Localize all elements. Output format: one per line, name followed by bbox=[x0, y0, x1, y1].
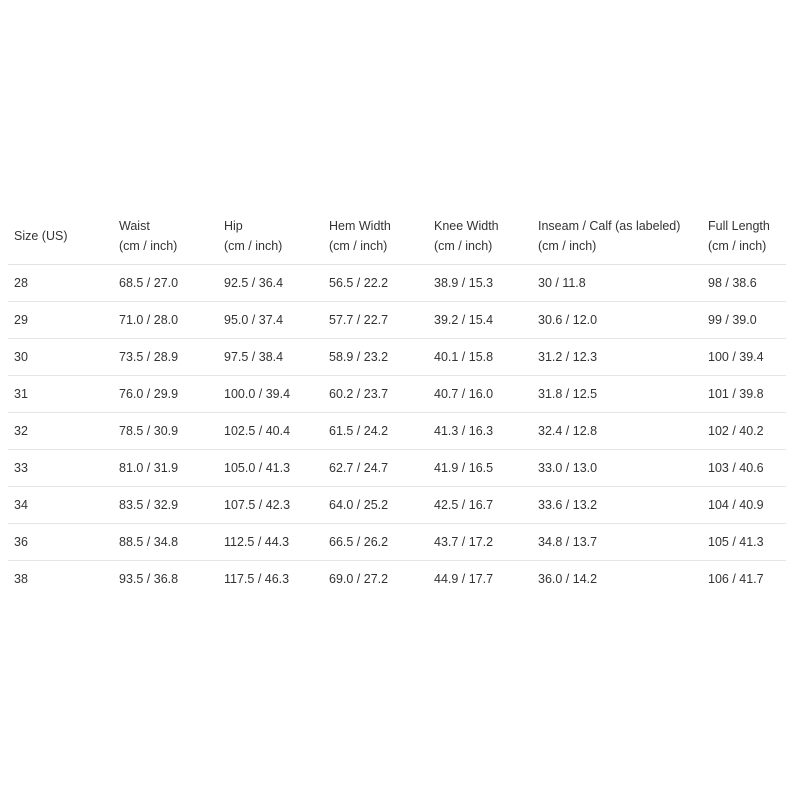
header-unit: (cm / inch) bbox=[224, 239, 283, 253]
cell-size: 30 bbox=[8, 339, 113, 376]
cell-knee-width: 40.7 / 16.0 bbox=[428, 376, 532, 413]
cell-waist: 76.0 / 29.9 bbox=[113, 376, 218, 413]
column-header-knee-width bbox=[428, 208, 532, 265]
cell-full-length: 106 / 41.7 bbox=[708, 572, 764, 586]
cell-knee-width: 38.9 / 15.3 bbox=[428, 265, 532, 302]
table-row bbox=[8, 265, 786, 302]
table-row bbox=[8, 376, 786, 413]
column-header-inseam-calf bbox=[532, 208, 702, 265]
header-label: Hem Width bbox=[329, 219, 391, 233]
cell-inseam-calf: 31.8 / 12.5 bbox=[532, 376, 702, 413]
cell-hem-width: 69.0 / 27.2 bbox=[329, 572, 389, 586]
cell-waist: 68.5 / 27.0 bbox=[113, 265, 218, 302]
cell-hip: 102.5 / 40.4 bbox=[218, 413, 323, 450]
cell-size: 34 bbox=[8, 487, 113, 524]
cell-knee-width: 44.9 / 17.7 bbox=[434, 572, 494, 586]
cell-inseam-calf: 32.4 / 12.8 bbox=[532, 413, 702, 450]
cell-waist: 73.5 / 28.9 bbox=[113, 339, 218, 376]
cell-waist: 93.5 / 36.8 bbox=[119, 572, 179, 586]
cell-full-length: 101 / 39.8 bbox=[702, 376, 786, 413]
cell-size: 33 bbox=[8, 450, 113, 487]
cell-full-length: 98 / 38.6 bbox=[702, 265, 786, 302]
cell-inseam-calf: 31.2 / 12.3 bbox=[532, 339, 702, 376]
table-row bbox=[8, 302, 786, 339]
cell-hip: 107.5 / 42.3 bbox=[218, 487, 323, 524]
table-row bbox=[8, 413, 786, 450]
cell-size: 38 bbox=[14, 572, 28, 586]
table-row bbox=[8, 561, 786, 598]
table-row bbox=[8, 487, 786, 524]
cell-full-length: 100 / 39.4 bbox=[702, 339, 786, 376]
cell-size: 32 bbox=[8, 413, 113, 450]
cell-size: 36 bbox=[8, 524, 113, 561]
cell-inseam-calf: 36.0 / 14.2 bbox=[538, 572, 598, 586]
column-header-full-length bbox=[702, 208, 786, 265]
cell-hem-width: 64.0 / 25.2 bbox=[323, 487, 428, 524]
table-row bbox=[8, 339, 786, 376]
cell-waist: 71.0 / 28.0 bbox=[113, 302, 218, 339]
cell-hem-width: 57.7 / 22.7 bbox=[323, 302, 428, 339]
header-label: Hip bbox=[224, 219, 243, 233]
cell-hip: 117.5 / 46.3 bbox=[224, 572, 290, 586]
cell-full-length: 102 / 40.2 bbox=[702, 413, 786, 450]
cell-inseam-calf: 33.0 / 13.0 bbox=[532, 450, 702, 487]
table-row bbox=[8, 450, 786, 487]
cell-knee-width: 41.3 / 16.3 bbox=[428, 413, 532, 450]
cell-waist: 88.5 / 34.8 bbox=[113, 524, 218, 561]
header-unit: (cm / inch) bbox=[708, 239, 767, 253]
table-row bbox=[8, 524, 786, 561]
column-header-hem-width bbox=[323, 208, 428, 265]
cell-knee-width: 41.9 / 16.5 bbox=[428, 450, 532, 487]
column-header-hip bbox=[218, 208, 323, 265]
cell-knee-width: 40.1 / 15.8 bbox=[428, 339, 532, 376]
cell-hip: 95.0 / 37.4 bbox=[218, 302, 323, 339]
header-unit: (cm / inch) bbox=[329, 239, 388, 253]
cell-hip: 100.0 / 39.4 bbox=[218, 376, 323, 413]
header-row bbox=[8, 208, 786, 265]
cell-full-length: 103 / 40.6 bbox=[702, 450, 786, 487]
cell-hip: 97.5 / 38.4 bbox=[218, 339, 323, 376]
cell-hip: 112.5 / 44.3 bbox=[218, 524, 323, 561]
size-chart-table bbox=[8, 208, 786, 597]
cell-full-length: 104 / 40.9 bbox=[702, 487, 786, 524]
cell-waist: 83.5 / 32.9 bbox=[113, 487, 218, 524]
cell-full-length: 99 / 39.0 bbox=[702, 302, 786, 339]
cell-hip: 92.5 / 36.4 bbox=[218, 265, 323, 302]
cell-hem-width: 62.7 / 24.7 bbox=[323, 450, 428, 487]
cell-waist: 81.0 / 31.9 bbox=[113, 450, 218, 487]
cell-hem-width: 58.9 / 23.2 bbox=[323, 339, 428, 376]
cell-hem-width: 60.2 / 23.7 bbox=[323, 376, 428, 413]
cell-knee-width: 42.5 / 16.7 bbox=[428, 487, 532, 524]
header-unit: (cm / inch) bbox=[538, 239, 597, 253]
cell-full-length: 105 / 41.3 bbox=[702, 524, 786, 561]
column-header-size bbox=[8, 208, 113, 265]
cell-inseam-calf: 30.6 / 12.0 bbox=[532, 302, 702, 339]
header-label: Knee Width bbox=[434, 219, 499, 233]
cell-knee-width: 39.2 / 15.4 bbox=[428, 302, 532, 339]
header-label: Waist bbox=[119, 219, 150, 233]
cell-hem-width: 61.5 / 24.2 bbox=[323, 413, 428, 450]
header-label: Size (US) bbox=[14, 229, 68, 243]
header-unit: (cm / inch) bbox=[434, 239, 493, 253]
header-label: Full Length bbox=[708, 219, 770, 233]
cell-inseam-calf: 34.8 / 13.7 bbox=[532, 524, 702, 561]
column-header-waist bbox=[113, 208, 218, 265]
cell-waist: 78.5 / 30.9 bbox=[113, 413, 218, 450]
cell-hip: 105.0 / 41.3 bbox=[218, 450, 323, 487]
table-body bbox=[8, 265, 786, 598]
cell-inseam-calf: 30 / 11.8 bbox=[532, 265, 702, 302]
cell-hem-width: 66.5 / 26.2 bbox=[323, 524, 428, 561]
cell-size: 28 bbox=[8, 265, 113, 302]
cell-inseam-calf: 33.6 / 13.2 bbox=[532, 487, 702, 524]
header-unit: (cm / inch) bbox=[119, 239, 178, 253]
cell-size: 29 bbox=[8, 302, 113, 339]
cell-knee-width: 43.7 / 17.2 bbox=[428, 524, 532, 561]
header-label: Inseam / Calf (as labeled) bbox=[538, 219, 681, 233]
cell-size: 31 bbox=[8, 376, 113, 413]
cell-hem-width: 56.5 / 22.2 bbox=[323, 265, 428, 302]
